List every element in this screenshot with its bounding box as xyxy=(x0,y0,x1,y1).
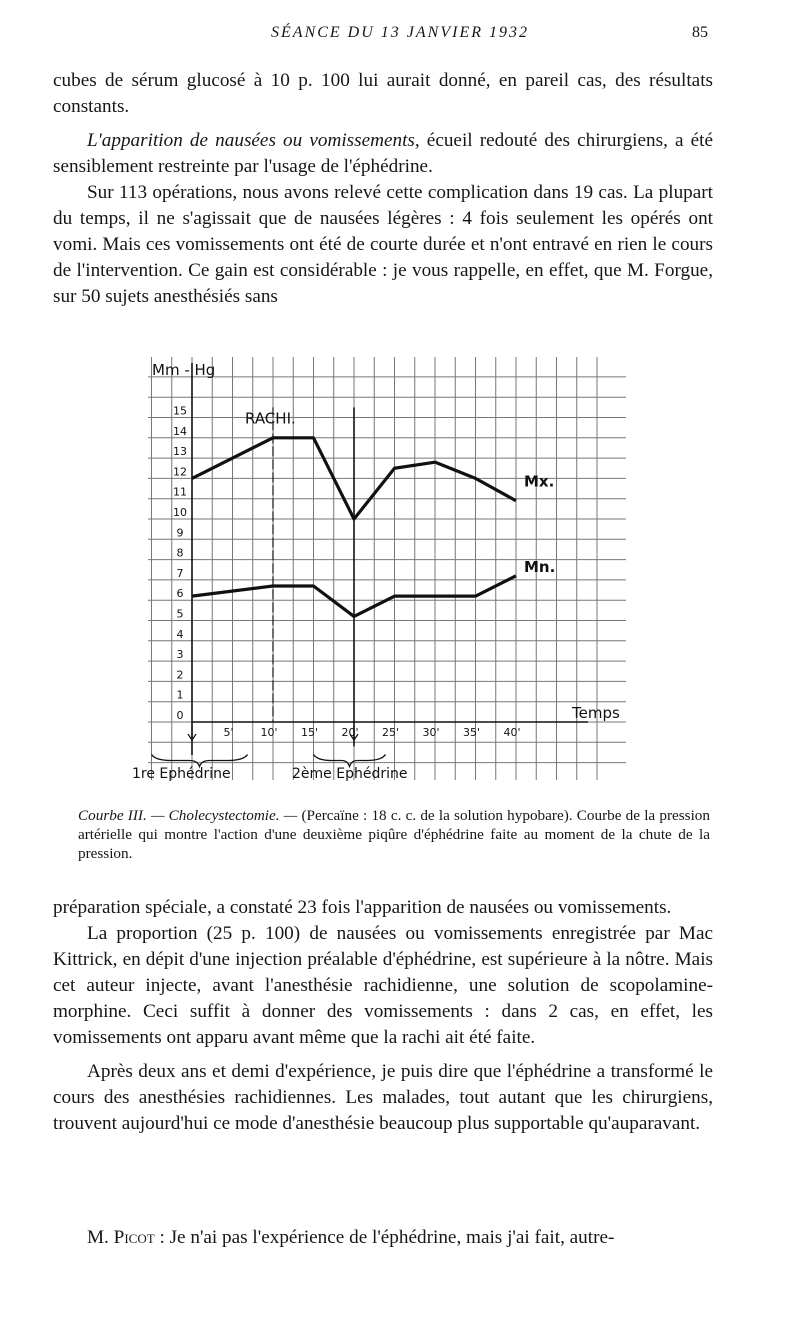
y-tick-label: 6 xyxy=(176,587,184,601)
running-title: SÉANCE DU 13 JANVIER 1932 xyxy=(271,24,529,41)
speaker-name: M. Picot xyxy=(87,1227,155,1248)
x-tick-label: 5' xyxy=(223,726,234,739)
y-tick-label: 3 xyxy=(176,648,184,662)
x-tick-label: 20' xyxy=(341,726,359,739)
body-text-top xyxy=(53,68,713,310)
y-tick-label: 8 xyxy=(176,546,184,560)
y-tick-label: 4 xyxy=(176,627,184,641)
y-tick-label: 15 xyxy=(173,404,187,418)
x-tick-label: 35' xyxy=(462,726,481,739)
y-tick-label: 0 xyxy=(176,709,184,722)
blood-pressure-chart xyxy=(128,355,638,795)
chart-svg xyxy=(128,355,638,795)
y-tick-label: 7 xyxy=(176,566,184,580)
paragraph: cubes de sérum glucosé à 10 p. 100 lui aurait donné, en pareil cas, des résultats constants. xyxy=(53,70,713,117)
brace xyxy=(152,754,248,766)
caption-label: Courbe III. — Cholecystectomie. — xyxy=(78,807,298,824)
series-label: Mx. xyxy=(524,472,555,491)
chart-labels xyxy=(132,361,620,782)
series-label: Mn. xyxy=(524,557,556,576)
x-axis-label: Temps xyxy=(572,704,620,722)
y-tick-label: 13 xyxy=(173,445,187,459)
y-tick-label: 14 xyxy=(173,424,187,438)
page-number: 85 xyxy=(692,24,708,41)
y-tick-label: 2 xyxy=(176,668,184,682)
paragraph xyxy=(53,1225,713,1251)
body-text-bottom xyxy=(53,895,713,1137)
y-axis-label: Mm - Hg xyxy=(152,361,216,379)
italic-phrase: L'apparition de nausées ou vomissements, xyxy=(87,130,420,151)
discussion-paragraph xyxy=(53,1225,713,1251)
paragraph: préparation spéciale, a constaté 23 fois l'apparition de nausées ou vomissements. xyxy=(53,897,672,918)
y-tick-label: 10 xyxy=(173,506,187,519)
y-tick-label: 11 xyxy=(173,485,187,499)
page-header xyxy=(0,24,800,48)
x-tick-label: 15' xyxy=(300,726,319,739)
y-tick-label: 1 xyxy=(176,688,184,702)
y-tick-label: 5 xyxy=(176,607,184,621)
caption-text: (Percaïne : 18 c. c. de la solution hypobare). Courbe de la pression artérielle qui montre l'action d'une deuxième piqûre d'éphédrine faite au moment de la chute de la pression. xyxy=(78,807,710,862)
chart-annotation: RACHI. xyxy=(245,409,296,428)
paragraph-text: écueil redouté des chirurgiens, a été sensiblement restreinte par l'usage de l'éphédrine. xyxy=(53,130,714,177)
chart-annotation: 2ème Ephédrine xyxy=(292,766,408,782)
x-tick-label: 25' xyxy=(381,726,400,739)
x-tick-label: 30' xyxy=(422,726,440,739)
chart-annotation: 1re Ephédrine xyxy=(132,766,231,782)
paragraph: Après deux ans et demi d'expérience, je puis dire que l'éphédrine a transformé le cours des anesthésies rachidiennes. Les malades, tout autant que les chirurgiens, trouvent aujourd'hui ce mode d'anesthésie beaucoup plus supportable qu'auparavant. xyxy=(53,1061,713,1134)
x-tick-label: 10' xyxy=(260,726,278,739)
speaker-text: : Je n'ai pas l'expérience de l'éphédrine, mais j'ai fait, autre- xyxy=(154,1227,615,1248)
y-tick-label: 12 xyxy=(173,465,187,479)
y-tick-label: 9 xyxy=(176,526,184,540)
x-tick-label: 40' xyxy=(503,726,521,739)
arrow-icon xyxy=(188,726,196,740)
paragraph xyxy=(53,128,713,180)
paragraph: La proportion (25 p. 100) de nausées ou vomissements enregistrée par Mac Kittrick, en dépit d'une injection préalable d'éphédrine, est supérieure à la nôtre. Mais cet auteur injecte, avant l'anesthésie rachidienne, une solution de scopolamine-morphine. Ceci suffit à donner des vomissements : dans 2 cas, en effet, les vomissements ont apparu avant même que la rachi ait été faite. xyxy=(53,923,713,1048)
figure-caption xyxy=(78,806,710,863)
chart-axes xyxy=(152,363,589,766)
paragraph: Sur 113 opérations, nous avons relevé cette complication dans 19 cas. La plupart du temps, il ne s'agissait que de nausées légères : 4 fois seulement les opérés ont vomi. Mais ces vomissements ont été de courte durée et n'ont entravé en rien le cours de l'intervention. Ce gain est considérable : je vous rappelle, en effet, que M. Forgue, sur 50 sujets anesthésiés sans xyxy=(53,182,713,307)
